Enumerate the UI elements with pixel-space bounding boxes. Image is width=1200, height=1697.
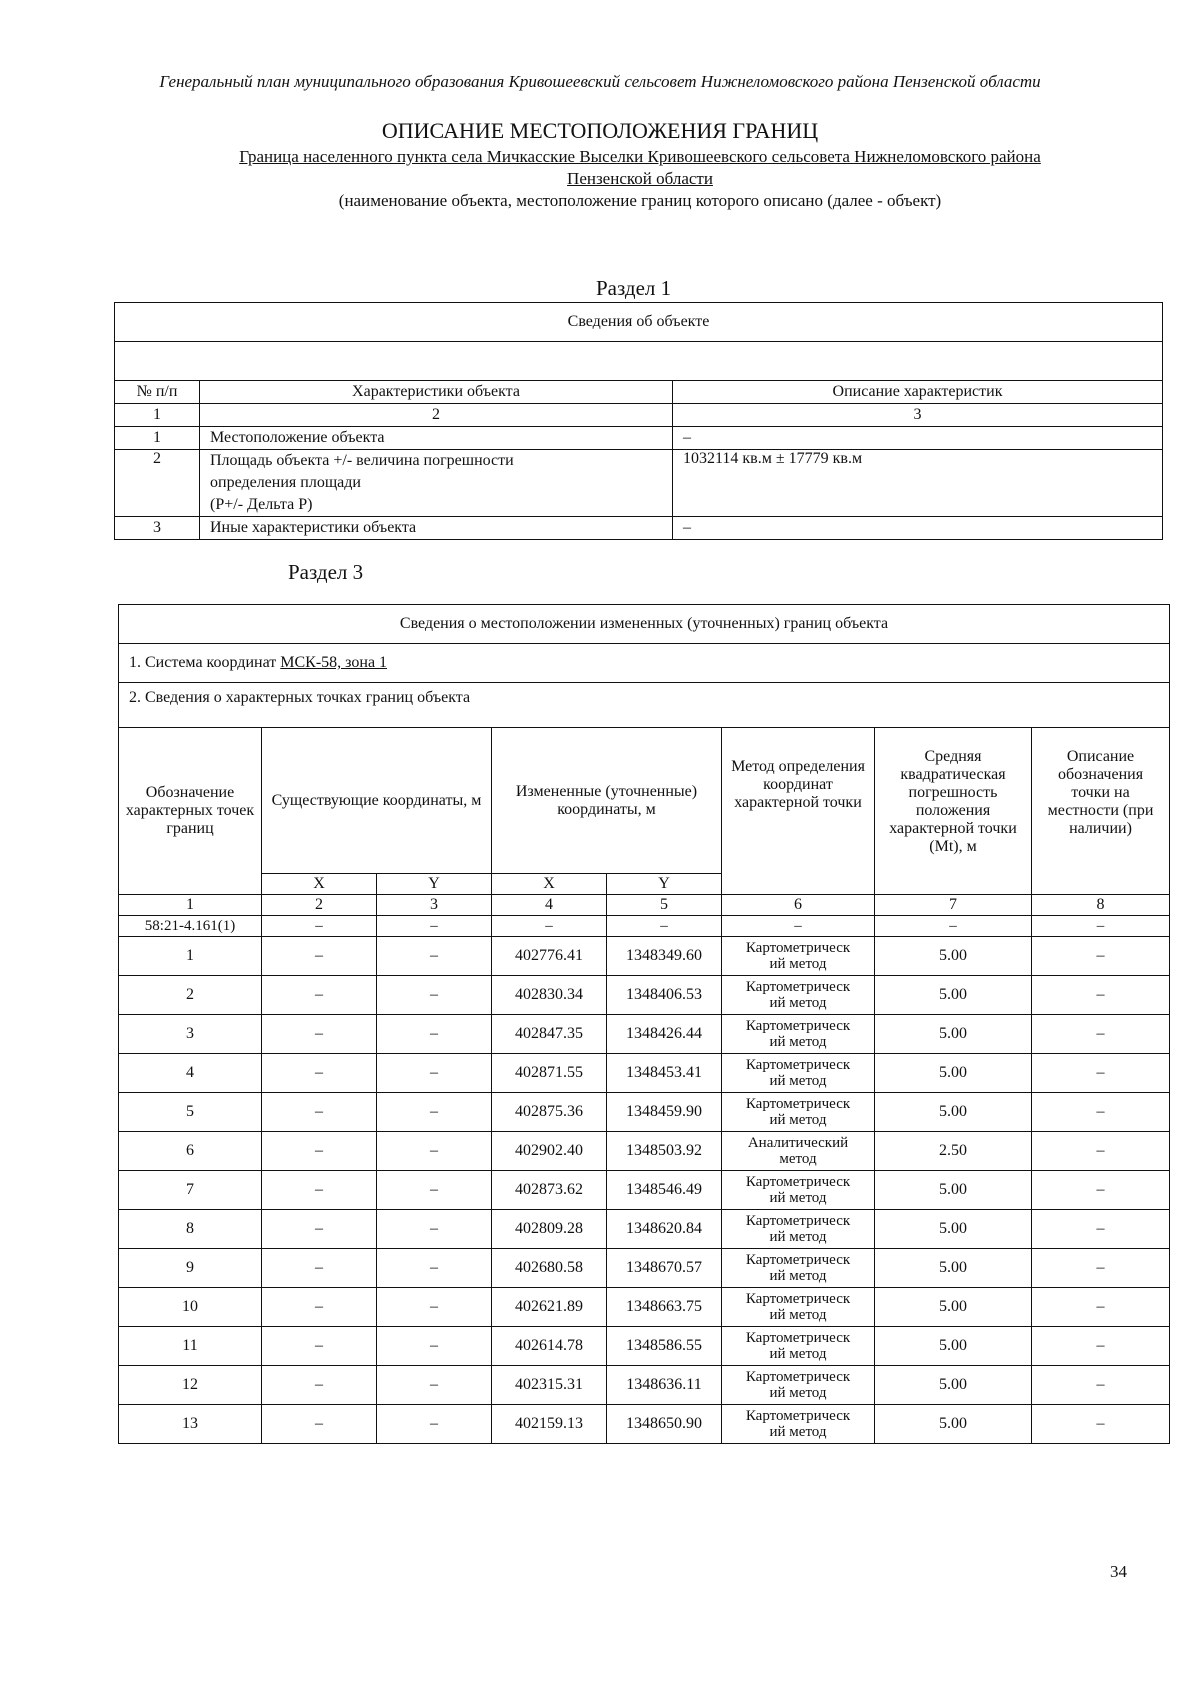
method-line: ий метод [769,1385,827,1401]
description-cell: – [1032,1288,1170,1327]
table-row [119,976,1170,1015]
header-cell: Измененные (уточненные) координаты, м [492,728,722,874]
method-line: Картометрическ [745,1018,851,1034]
method-cell [722,1093,875,1132]
cell: – [607,916,722,937]
error-cell: 5.00 [875,1171,1032,1210]
method-cell [722,937,875,976]
header-cell: Метод определения координат характерной точки [722,728,875,895]
header-cell: № п/п [115,381,200,404]
number-cell: 3 [673,404,1163,427]
error-cell: 5.00 [875,937,1032,976]
new-y-cell: 1348459.90 [607,1093,722,1132]
new-y-cell: 1348586.55 [607,1327,722,1366]
method-cell [722,1210,875,1249]
method-line: ий метод [769,1346,827,1362]
table-row [119,1015,1170,1054]
existing-y-cell: – [377,1132,492,1171]
new-y-cell: 1348650.90 [607,1405,722,1444]
cell: – [875,916,1032,937]
table-row [119,1171,1170,1210]
method-cell [722,1054,875,1093]
existing-y-cell: – [377,976,492,1015]
cell: 1 [115,427,200,450]
new-x-cell: 402680.58 [492,1249,607,1288]
number-cell: 1 [119,895,262,916]
document-subtitle [160,146,1120,212]
table-row [119,1132,1170,1171]
existing-x-cell: – [262,1054,377,1093]
method-line: ий метод [769,1034,827,1050]
number-cell: 8 [1032,895,1170,916]
number-cell: 6 [722,895,875,916]
number-cell: 3 [377,895,492,916]
new-x-cell: 402875.36 [492,1093,607,1132]
object-name-note: (наименование объекта, местоположение границ которого описано (далее - объект) [338,191,942,210]
method-line: Картометрическ [745,1330,851,1346]
point-id-cell: 9 [119,1249,262,1288]
new-y-cell: 1348406.53 [607,976,722,1015]
error-cell: 5.00 [875,1015,1032,1054]
cell [200,450,673,517]
header-cell: Описание обозначения точки на местности (при наличии) [1032,728,1170,895]
error-cell: 5.00 [875,976,1032,1015]
method-cell [722,1249,875,1288]
point-id-cell: 10 [119,1288,262,1327]
method-line: ий метод [769,956,827,972]
existing-x-cell: – [262,1366,377,1405]
existing-x-cell: – [262,1132,377,1171]
new-y-cell: 1348620.84 [607,1210,722,1249]
table-row [115,517,1163,540]
header-cell: Y [377,874,492,895]
method-line: Картометрическ [745,1252,851,1268]
new-x-cell: 402776.41 [492,937,607,976]
point-id-cell: 11 [119,1327,262,1366]
method-cell [722,1132,875,1171]
method-line: ий метод [769,1307,827,1323]
existing-y-cell: – [377,1171,492,1210]
cell: 1032114 кв.м ± 17779 кв.м [673,450,1163,517]
error-cell: 5.00 [875,1210,1032,1249]
method-cell [722,1327,875,1366]
new-y-cell: 1348670.57 [607,1249,722,1288]
existing-x-cell: – [262,1171,377,1210]
table-row [119,1366,1170,1405]
number-cell: 1 [115,404,200,427]
method-line: метод [779,1151,817,1167]
table-row [115,450,1163,517]
number-cell: 2 [262,895,377,916]
method-line: Картометрическ [745,1057,851,1073]
description-cell: – [1032,1171,1170,1210]
object-info-caption: Сведения об объекте [115,303,1163,342]
method-line: ий метод [769,1073,827,1089]
coordinate-system-value: МСК-58, зона 1 [280,654,388,671]
boundary-caption: Сведения о местоположении измененных (уточненных) границ объекта [119,605,1170,644]
number-cell: 7 [875,895,1032,916]
existing-x-cell: – [262,1405,377,1444]
cell: 3 [115,517,200,540]
table-row [119,1054,1170,1093]
method-line: Картометрическ [745,1369,851,1385]
method-cell [722,1366,875,1405]
table-row [119,1405,1170,1444]
cell: – [377,916,492,937]
existing-x-cell: – [262,1288,377,1327]
error-cell: 5.00 [875,1249,1032,1288]
coordinate-system-row [119,644,1170,683]
header-cell: Существующие координаты, м [262,728,492,874]
existing-x-cell: – [262,1210,377,1249]
description-cell: – [1032,1249,1170,1288]
header-cell: Характеристики объекта [200,381,673,404]
point-id-cell: 5 [119,1093,262,1132]
new-x-cell: 402871.55 [492,1054,607,1093]
object-name-line2: Пензенской области [567,169,713,188]
point-id-cell: 12 [119,1366,262,1405]
cell-line: Площадь объекта +/- величина погрешности [210,452,514,469]
section1-label: Раздел 1 [596,276,672,300]
description-cell: – [1032,976,1170,1015]
table-row [119,1288,1170,1327]
method-line: Аналитический [747,1135,849,1151]
existing-y-cell: – [377,1366,492,1405]
description-cell: – [1032,1015,1170,1054]
point-id-cell: 7 [119,1171,262,1210]
method-cell [722,1288,875,1327]
new-y-cell: 1348349.60 [607,937,722,976]
new-x-cell: 402621.89 [492,1288,607,1327]
method-line: ий метод [769,1268,827,1284]
existing-x-cell: – [262,1015,377,1054]
description-cell: – [1032,937,1170,976]
cell: 58:21-4.161(1) [119,916,262,937]
cell: – [673,517,1163,540]
cell: – [1032,916,1170,937]
existing-y-cell: – [377,1327,492,1366]
number-cell: 4 [492,895,607,916]
description-cell: – [1032,1132,1170,1171]
description-cell: – [1032,1405,1170,1444]
method-line: ий метод [769,1424,827,1440]
number-cell: 2 [200,404,673,427]
method-line: Картометрическ [745,1096,851,1112]
method-line: ий метод [769,995,827,1011]
header-cell: X [492,874,607,895]
new-x-cell: 402315.31 [492,1366,607,1405]
section3-label: Раздел 3 [288,560,364,584]
point-id-cell: 13 [119,1405,262,1444]
error-cell: 5.00 [875,1405,1032,1444]
existing-y-cell: – [377,1093,492,1132]
cell: – [722,916,875,937]
boundary-points-table [118,604,1170,1444]
boundary-number-row [119,895,1170,916]
error-cell: 5.00 [875,1366,1032,1405]
cell: – [262,916,377,937]
object-info-empty-row [115,342,1163,381]
new-y-cell: 1348546.49 [607,1171,722,1210]
boundary-header-row [119,728,1170,874]
document-title: ОПИСАНИЕ МЕСТОПОЛОЖЕНИЯ ГРАНИЦ [381,118,819,143]
method-line: Картометрическ [745,979,851,995]
error-cell: 5.00 [875,1093,1032,1132]
existing-y-cell: – [377,1210,492,1249]
method-line: Картометрическ [745,1174,851,1190]
new-y-cell: 1348636.11 [607,1366,722,1405]
description-cell: – [1032,1054,1170,1093]
new-x-cell: 402847.35 [492,1015,607,1054]
table-row [119,1327,1170,1366]
new-x-cell: 402873.62 [492,1171,607,1210]
error-cell: 5.00 [875,1288,1032,1327]
page-header: Генеральный план муниципального образования Кривошеевский сельсовет Нижнеломовского района Пензенской области [159,72,1041,91]
header-cell: X [262,874,377,895]
table-row [119,1249,1170,1288]
number-cell: 5 [607,895,722,916]
new-y-cell: 1348453.41 [607,1054,722,1093]
existing-y-cell: – [377,937,492,976]
cell-line: определения площади [210,474,361,491]
table-row [119,1210,1170,1249]
new-y-cell: 1348503.92 [607,1132,722,1171]
header-cell: Обозначение характерных точек границ [119,728,262,895]
existing-x-cell: – [262,976,377,1015]
table-row [115,427,1163,450]
coordinate-system-prefix: 1. Система координат [129,654,281,671]
point-id-cell: 4 [119,1054,262,1093]
new-x-cell: 402809.28 [492,1210,607,1249]
method-line: Картометрическ [745,1408,851,1424]
method-line: Картометрическ [745,940,851,956]
existing-x-cell: – [262,1249,377,1288]
existing-y-cell: – [377,1288,492,1327]
contour-row [119,916,1170,937]
new-y-cell: 1348426.44 [607,1015,722,1054]
method-line: ий метод [769,1190,827,1206]
existing-y-cell: – [377,1015,492,1054]
object-name-line1: Граница населенного пункта села Мичкасские Выселки Кривошеевского сельсовета Нижнеломовского района [239,147,1041,166]
table-row [119,937,1170,976]
existing-x-cell: – [262,1327,377,1366]
method-cell [722,1405,875,1444]
new-y-cell: 1348663.75 [607,1288,722,1327]
method-line: ий метод [769,1229,827,1245]
points-body [119,937,1170,1444]
method-line: Картометрическ [745,1291,851,1307]
object-info-number-row [115,404,1163,427]
existing-y-cell: – [377,1249,492,1288]
point-id-cell: 8 [119,1210,262,1249]
object-info-table [114,302,1163,540]
existing-x-cell: – [262,1093,377,1132]
cell: Иные характеристики объекта [200,517,673,540]
method-line: Картометрическ [745,1213,851,1229]
cell: – [673,427,1163,450]
description-cell: – [1032,1210,1170,1249]
page-number: 34 [1110,1562,1127,1581]
method-line: ий метод [769,1112,827,1128]
new-x-cell: 402830.34 [492,976,607,1015]
header-cell: Y [607,874,722,895]
error-cell: 5.00 [875,1327,1032,1366]
error-cell: 5.00 [875,1054,1032,1093]
cell: Местоположение объекта [200,427,673,450]
cell: 2 [115,450,200,517]
cell-line: (P+/- Дельта P) [210,496,313,513]
header-cell: Описание характеристик [673,381,1163,404]
description-cell: – [1032,1366,1170,1405]
point-id-cell: 1 [119,937,262,976]
new-x-cell: 402159.13 [492,1405,607,1444]
new-x-cell: 402614.78 [492,1327,607,1366]
points-title-row: 2. Сведения о характерных точках границ объекта [119,683,1170,728]
point-id-cell: 6 [119,1132,262,1171]
cell: – [492,916,607,937]
method-cell [722,976,875,1015]
header-cell: Средняя квадратическая погрешность положения характерной точки (Mt), м [875,728,1032,895]
method-cell [722,1171,875,1210]
point-id-cell: 3 [119,1015,262,1054]
point-id-cell: 2 [119,976,262,1015]
object-info-header-row [115,381,1163,404]
new-x-cell: 402902.40 [492,1132,607,1171]
table-row [119,1093,1170,1132]
description-cell: – [1032,1327,1170,1366]
existing-y-cell: – [377,1405,492,1444]
method-cell [722,1015,875,1054]
error-cell: 2.50 [875,1132,1032,1171]
description-cell: – [1032,1093,1170,1132]
existing-y-cell: – [377,1054,492,1093]
existing-x-cell: – [262,937,377,976]
